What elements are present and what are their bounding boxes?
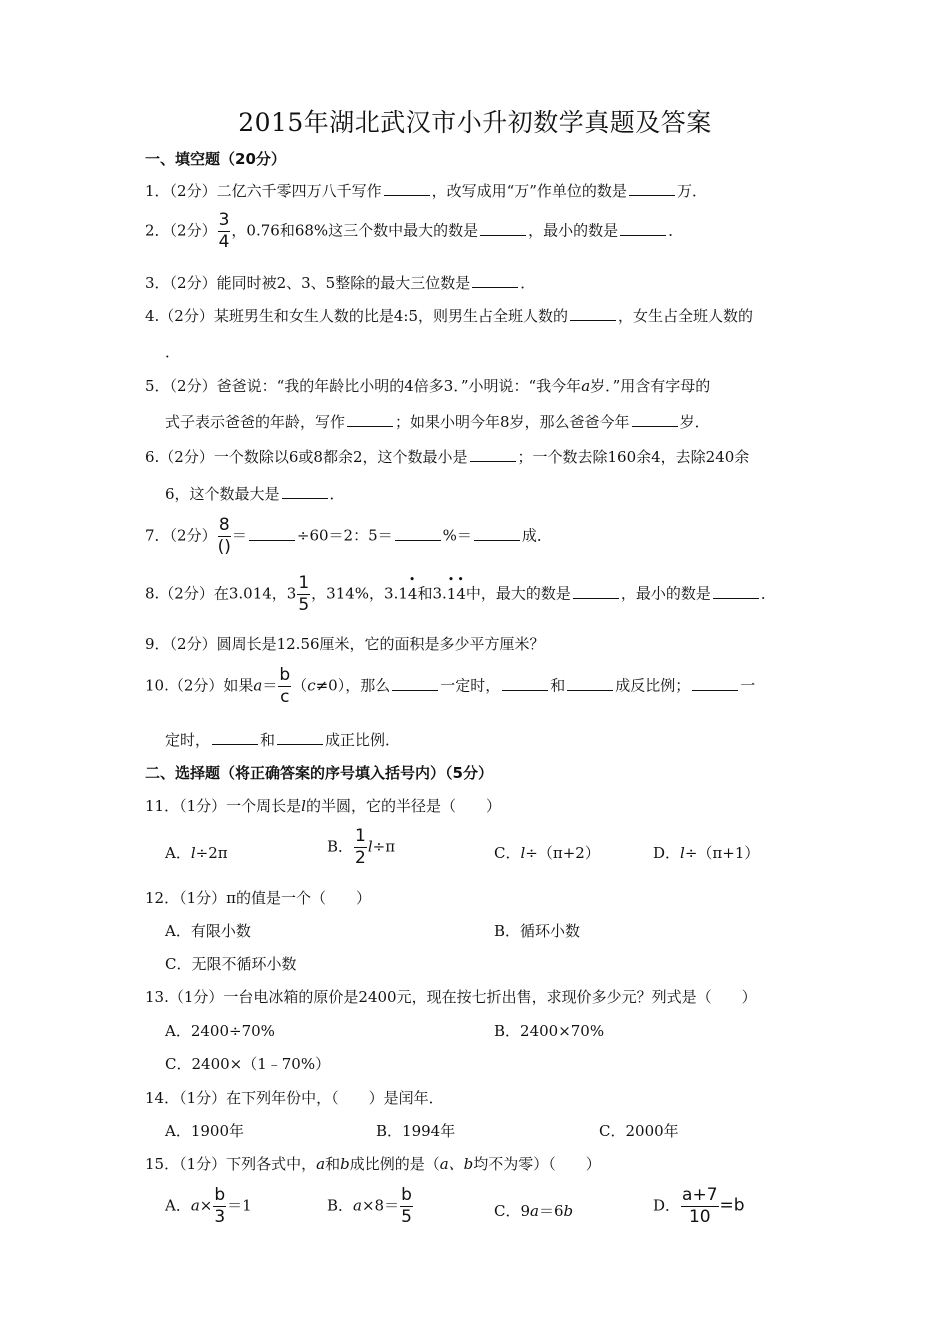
question-14: 14．（1分）在下列年份中，（ ）是闰年． — [145, 1089, 444, 1107]
answer-blank[interactable] — [347, 425, 393, 427]
answer-blank[interactable] — [392, 689, 438, 691]
section-heading-fill-blank: 一、填空题（20分） — [145, 150, 286, 168]
option-c[interactable]: C．2000年 — [599, 1122, 679, 1140]
section-heading-multiple-choice: 二、选择题（将正确答案的序号填入括号内）（5分） — [145, 764, 493, 782]
question-5-cont: 式子表示爸爸的年龄，写作 ；如果小明今年8岁，那么爸爸今年 岁． — [165, 413, 710, 431]
option-c[interactable]: C．无限不循环小数 — [165, 955, 297, 973]
question-3: 3．（2分）能同时被2、3、5整除的最大三位数是 ． — [145, 274, 536, 292]
answer-blank[interactable] — [212, 743, 258, 745]
answer-blank[interactable] — [395, 539, 441, 541]
question-6: 6.（2分）一个数除以6或8都余2，这个数最小是 ；一个数去除160余4，去除240余 — [145, 448, 750, 466]
question-9: 9．（2分）圆周长是12.56厘米，它的面积是多少平方厘米？ — [145, 635, 545, 653]
option-b[interactable]: B．a×8＝ $\frac{b}{5}$ — [327, 1185, 412, 1227]
answer-blank[interactable] — [470, 460, 516, 462]
repeating-digit: • 1 — [447, 585, 457, 603]
option-a[interactable]: A．l÷2π — [165, 844, 228, 862]
question-7: 7．（2分） $\frac{8}{()}$ ＝ ÷60＝2：5＝ %＝ 成． — [145, 515, 552, 557]
answer-blank[interactable] — [629, 194, 675, 196]
answer-blank[interactable] — [277, 743, 323, 745]
answer-blank[interactable] — [713, 597, 759, 599]
answer-blank[interactable] — [282, 497, 328, 499]
question-10: 10.（2分）如果a＝ $\frac{b}{c}$ （c≠0），那么 一定时， 和 成反比例； 一 — [145, 665, 756, 707]
answer-blank[interactable] — [474, 539, 520, 541]
answer-blank[interactable] — [620, 234, 666, 236]
question-13: 13.（1分）一台电冰箱的原价是2400元，现在按七折出售，求现价多少元？列式是（ ） — [145, 988, 757, 1006]
answer-blank[interactable] — [249, 539, 295, 541]
answer-blank[interactable] — [480, 234, 526, 236]
question-10-cont: 定时， 和 成正比例． — [165, 731, 401, 749]
fraction: $\frac{b}{c}$ — [279, 665, 291, 707]
question-2: 2．（2分） $\frac{3}{4}$ ，0.76和68%这三个数中最大的数是 ，最小的数是 ． — [145, 210, 684, 252]
option-a[interactable]: A．1900年 — [165, 1122, 245, 1140]
question-12: 12．（1分）π的值是一个（ ） — [145, 889, 371, 907]
fraction: $\frac{1}{5}$ — [298, 573, 310, 615]
page-title: 2015年湖北武汉市小升初数学真题及答案 — [238, 108, 712, 137]
answer-blank[interactable] — [573, 597, 619, 599]
option-d[interactable]: D． $\frac{a+7}{10}$ =b — [653, 1185, 745, 1227]
option-c[interactable]: C．9a＝6b — [494, 1202, 574, 1220]
option-b[interactable]: B． $\frac{1}{2}$ l÷π — [327, 826, 396, 868]
question-11: 11．（1分）一个周长是l的半圆，它的半径是（ ） — [145, 797, 501, 815]
option-a[interactable]: A．2400÷70% — [165, 1022, 275, 1040]
answer-blank[interactable] — [472, 286, 518, 288]
fraction: $\frac{3}{4}$ — [218, 210, 230, 252]
option-a[interactable]: A．a× $\frac{b}{3}$ ＝1 — [165, 1185, 252, 1227]
option-c[interactable]: C．l÷（π+2） — [494, 844, 600, 862]
answer-blank[interactable] — [502, 689, 548, 691]
question-15: 15．（1分）下列各式中，a和b成比例的是（a、b均不为零）（ ） — [145, 1155, 601, 1173]
answer-blank[interactable] — [384, 194, 430, 196]
fraction: $\frac{8}{()}$ — [217, 515, 231, 557]
question-8: 8.（2分）在3.014，3 $\frac{1}{5}$ ，314%，3.1• 4和3.• 1• 4中，最大的数是 ，最小的数是 ． — [145, 575, 810, 614]
question-1: 1．（2分）二亿六千零四万八千写作 ，改写成用“万”作单位的数是 万． — [145, 182, 707, 200]
answer-blank[interactable] — [567, 689, 613, 691]
option-c[interactable]: C．2400×（1﹣70%） — [165, 1055, 331, 1073]
option-d[interactable]: D．l÷（π+1） — [653, 844, 760, 862]
option-b[interactable]: B．2400×70% — [494, 1022, 605, 1040]
question-4: 4.（2分）某班男生和女生人数的比是4:5，则男生占全班人数的 ，女生占全班人数的 — [145, 307, 754, 325]
answer-blank[interactable] — [632, 425, 678, 427]
question-4-cont: ． — [165, 343, 181, 361]
question-5: 5．（2分）爸爸说：“我的年龄比小明的4倍多3．”小明说：“我今年a岁．”用含有字母的 — [145, 377, 711, 395]
answer-blank[interactable] — [692, 689, 738, 691]
repeating-digit: • 4 — [408, 585, 418, 603]
repeating-digit: • 4 — [456, 585, 466, 603]
option-b[interactable]: B．1994年 — [376, 1122, 456, 1140]
answer-blank[interactable] — [570, 319, 616, 321]
option-a[interactable]: A．有限小数 — [165, 922, 251, 940]
option-b[interactable]: B．循环小数 — [494, 922, 581, 940]
question-6-cont: 6，这个数最大是 ． — [165, 485, 345, 503]
